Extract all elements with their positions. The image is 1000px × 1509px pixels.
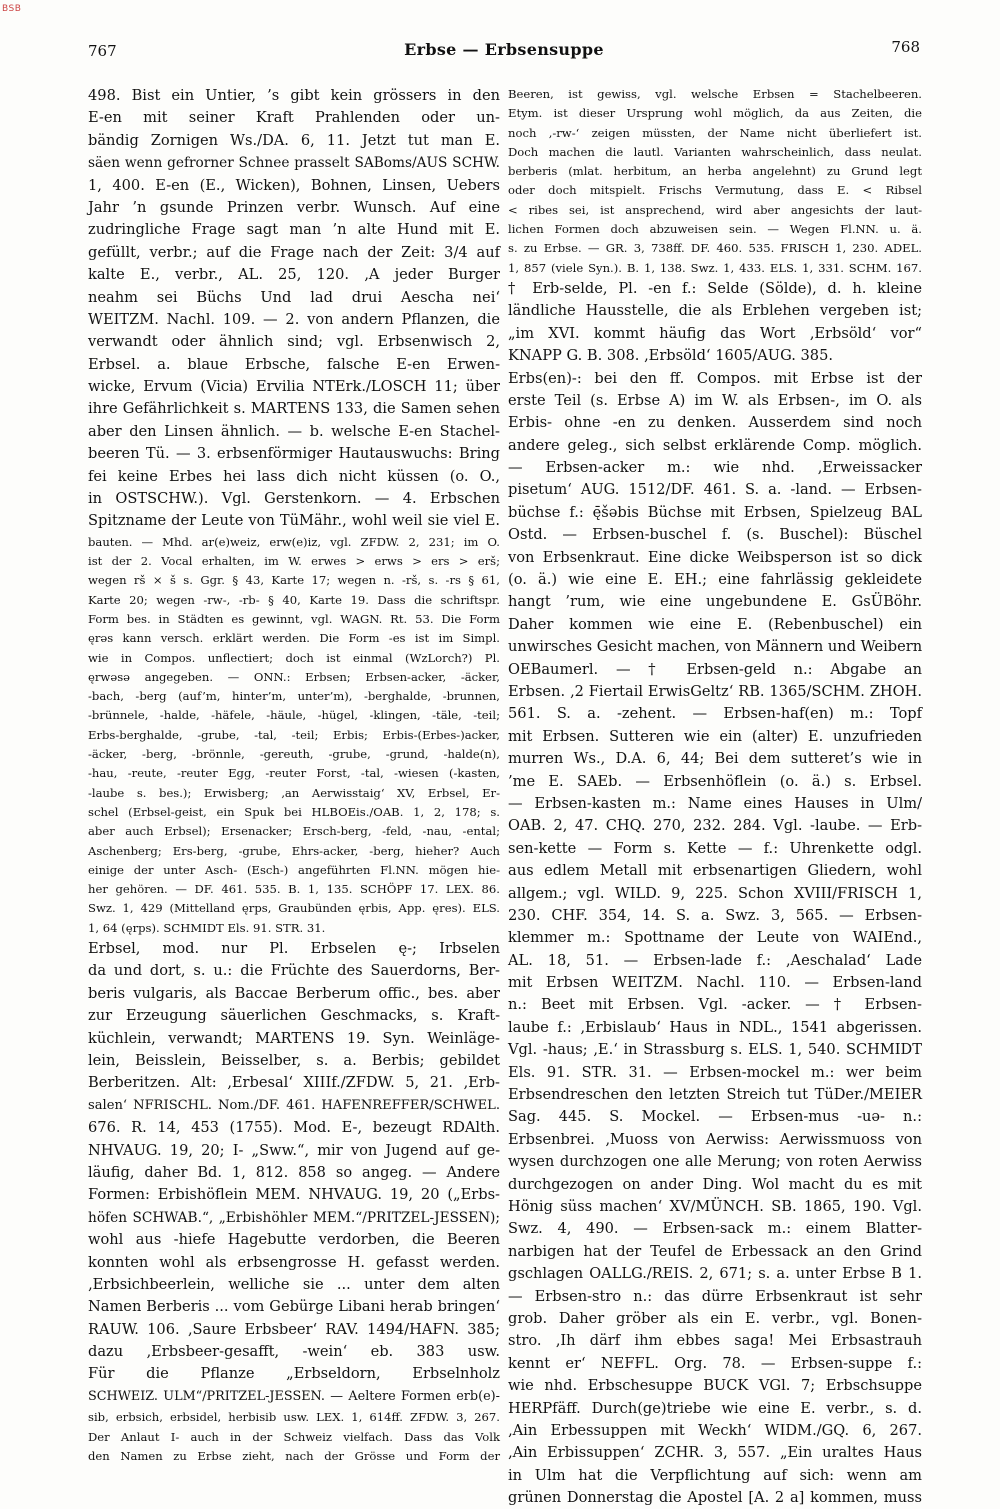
right-column-line: Vgl. -haus; ‚E.‘ in Strassburg s. ELS. 1, 540. SCHMIDT [508,1041,922,1059]
right-column-line: mit Erbsen WEITZM. Nachl. 110. — Erbsen-land [508,974,922,992]
left-column-line: einige der unter Asch- (Esch-) angeführten Fl.NN. mögen hie- [88,862,500,877]
running-title: Erbse — Erbsensuppe [404,40,604,59]
right-column-line: aus edlem Metall mit erbsenartigen Gliedern, wohl [508,862,922,880]
left-column-line: schel (Erbsel-geist, ein Spuk bei HLBOEis./OAB. 1, 2, 178; s. [88,804,500,819]
right-column-line: ländliche Hausstelle, die als Erblehen vergeben ist; [508,302,922,320]
left-column-line: 1, 64 (ęrps). SCHMIDT Els. 91. STR. 31. [88,920,326,935]
right-column-line: Hönig süss machen‘ XV/MÜNCH. SB. 1865, 190. Vgl. [508,1197,922,1215]
left-column-line: Formen: Erbishöflein MEM. NHVAUG. 19, 20 („Erbs- [88,1186,500,1204]
left-column-line: Für die Pflanze „Erbseldorn, Erbselnholz [88,1365,500,1383]
right-column-line: — Erbsen-stro n.: das dürre Erbsenkraut ist sehr [508,1287,922,1305]
right-column-line: Erbsendreschen den letzten Streich tut TüDer./MEIER [508,1086,922,1104]
left-column-line: 1, 400. E-en (E., Wicken), Bohnen, Linsen, Uebers [88,176,500,194]
right-column-line: Erbsenbrei. ‚Muoss von Aerwiss: Aerwissmuoss von [508,1130,922,1148]
right-column-line: lichen Formen doch abzuweisen sein. — Wegen Fl.NN. u. ä. [508,222,922,237]
right-column-line: sen-kette — Form s. Kette — f.: Uhrenkette odgl. [508,839,922,857]
left-column-line: Swz. 1, 429 (Mittelland ęrps, Graubünden ęrbis, App. ęres). ELS. [88,901,500,916]
right-column-line: murren Ws., D.A. 6, 44; Bei dem sutteret’s wie in [508,750,922,768]
left-column-line: Aschenberg; Ers-berg, -grube, Ehrs-acker, -berg, hieher? Auch [88,843,500,858]
left-column-line: beris vulgaris, als Baccae Berberum offic., bes. aber [88,984,500,1002]
right-column-line: oder doch mitspielt. Frischs Vermutung, dass E. < Ribsel [508,183,922,198]
right-column-line: von Erbsenkraut. Eine dicke Weibsperson ist so dick [508,548,922,566]
right-column-line: klemmer m.: Spottname der Leute von WAIEnd., [508,929,922,947]
right-column-line: durchgezogen on ander Ding. Wol macht du es mit [508,1175,922,1193]
right-column-line: n.: Beet mit Erbsen. Vgl. -acker. — † Erbsen- [508,996,922,1014]
left-column-line: Spitzname der Leute von TüMähr., wohl weil sie viel E. [88,512,500,530]
left-column-line: zur Erzeugung säuerlichen Geschmacks, s. Kraft- [88,1007,500,1025]
right-column-line: büchse f.: ę̄šəbis Büchse mit Erbsen, Spielzeug BAL [508,503,922,521]
right-column-line: KNAPP G. B. 308. ‚Erbsöld‘ 1605/AUG. 385. [508,347,834,365]
left-column-line: her gehören. — DF. 461. 535. B. 1, 135. SCHÖPF 17. LEX. 86. [88,882,500,897]
right-column-line: hangt ’rum, wie eine ungebundene E. GsÜBöhr. [508,593,922,611]
right-column-line: Doch machen die lautl. Varianten wahrscheinlich, dass neulat. [508,144,922,159]
right-column-line: „im XVI. kommt häufig das Wort ‚Erbsöld‘ vor“ [508,324,922,342]
right-column-line: andere geleg., sich selbst erklärende Comp. möglich. [508,436,922,454]
left-column-line: Namen Berberis ... vom Gebürge Libani herab bringen‘ [88,1298,500,1316]
left-column-line: wegen rš × š s. Ggr. § 43, Karte 17; wegen n. -rš, s. -rs § 61, [88,573,500,588]
right-column-line: erste Teil (s. Erbse A) im W. als Erbsen-, im O. als [508,391,922,409]
left-column-line: Erbsel. a. blaue Erbsche, falsche E-en Erwen- [88,355,500,373]
left-column-line: WEITZM. Nachl. 109. — 2. von andern Pflanzen, die [88,310,500,328]
left-column-line: wicke, Ervum (Vicia) Ervilia NTErk./LOSCH 11; über [88,378,500,396]
left-column-line: sib, erbsich, erbsidel, herbisib usw. LEX. 1, 614ff. ZFDW. 3, 267. [88,1410,500,1425]
right-column-line: Erbsen. ‚2 Fiertail ErwisGeltz‘ RB. 1365/SCHM. ZHOH. [508,683,922,700]
left-column-line: 498. Bist ein Untier, ’s gibt kein grössers in den [88,87,500,104]
right-column-line: unwirsches Gesicht machen, von Männern und Weibern [508,638,923,656]
right-column-line: ‚Ain Erbissuppen‘ ZCHR. 3, 557. „Ein uraltes Haus [508,1444,922,1462]
right-column-line: kennt er‘ NEFFL. Org. 78. — Erbsen-suppe f.: [508,1354,922,1372]
left-column-line: Erbs-berghalde, -grube, -tal, -teil; Erbis; Erbis-(Erbes-)acker, [88,727,500,742]
left-column-line: in OSTSCHW.). Vgl. Gerstenkorn. — 4. Erbschen [88,490,500,508]
left-column-line: den Namen zu Erbse zieht, nach der Grösse und Form der [88,1448,500,1463]
left-column-line: salen‘ NFRISCHL. Nom./DF. 461. HAFENREFFER/SCHWEL. [88,1097,500,1113]
left-column-line: küchlein, verwandt; MARTENS 19. Syn. Weinläge- [88,1029,500,1047]
right-column-line: ‚Ain Erbessuppen mit Weckh‘ WIDM./GQ. 6, 267. [508,1421,922,1439]
right-column-line: Daher kommen wie eine E. (Rebenbuschel) ein [508,615,922,633]
left-column-line: konnten wohl als erbsengrosse H. gefasst werden. [88,1253,500,1271]
library-stamp: BSB [2,4,22,14]
left-column-line: Form bes. in Städten es gewinnt, vgl. WAGN. Rt. 53. Die Form [88,612,500,626]
left-column-line: 676. R. 14, 453 (1755). Mod. E-, bezeugt RDAlth. [88,1119,500,1137]
left-column-line: RAUW. 106. ‚Saure Erbsbeer‘ RAV. 1494/HAFN. 385; [88,1320,500,1338]
left-column-line: Erbsel, mod. nur Pl. Erbselen ę-; Irbselen [88,940,500,958]
right-column-line: mit Erbsen. Sutteren wie ein (alter) E. unzufrieden [508,727,922,745]
left-column-line: NHVAUG. 19, 20; I- „Sww.“, mir von Jugend auf ge- [88,1141,500,1159]
left-column-line: -äcker, -berg, -brönnle, -gereuth, -grube, -grund, -halde(n), [88,747,500,762]
right-column-line: grob. Daher gröber als ein E. verbr., vgl. Bonen- [508,1309,922,1327]
right-column-line: Etym. ist dieser Ursprung wohl möglich, da aus Zeiten, die [508,106,922,121]
left-column-line: fei keine Erbes hei lass dich nicht küssen (o. O., [88,467,500,485]
left-column-line: bauten. — Mhd. ar(e)weiz, erw(e)iz, vgl. ZFDW. 2, 231; im O. [88,534,500,549]
right-column-line: — Erbsen-kasten m.: Name eines Hauses in Ulm/ [508,794,922,812]
left-column-line: ęrwəsə angegeben. — ONN.: Erbsen; Erbsen-acker, -äcker, [88,669,500,684]
left-column-line: lein, Beisslein, Beisselber, s. a. Berbis; gebildet [88,1052,500,1069]
left-column-line: verwandt oder ähnlich sind; vgl. Erbsenwisch 2, [88,333,500,351]
left-column-line: SCHWEIZ. ULM“/PRITZEL-JESSEN. — Aeltere Formen erb(e)- [88,1388,500,1404]
left-column-line: -laube s. bes.); Erwisberg; ‚an Aerwisstaig‘ XV, Erbsel, Er- [88,785,500,800]
left-column-line: ist der 2. Vocal erhalten, im W. erwes > erws > ers > erš; [88,554,500,569]
right-column-line: Erbis- ohne -en zu denken. Ausserdem sind noch [508,414,922,432]
left-column-line: wie in Compos. unflectiert; doch ist einmal (WzLorch?) Pl. [88,650,500,665]
left-column-line: ęrəs kann versch. erklärt werden. Die Form -es ist im Simpl. [88,631,500,646]
right-column-line: berberis (mlat. herbitum, an herba angelehnt) zu Grund legt [508,164,922,179]
right-column-line: pisetum‘ AUG. 1512/DF. 461. S. a. -land. — Erbsen- [508,481,922,499]
left-column-line: bändig Zornigen Ws./DA. 6, 11. Jetzt tut man E. [88,131,500,149]
right-column-line: Sag. 445. S. Mockel. — Erbsen-mus -uə- n.: [508,1108,922,1126]
left-column-line: ihre Gefährlichkeit s. MARTENS 133, die Samen sehen [88,400,500,418]
page-number-right: 768 [891,38,920,56]
right-column-line: OAB. 2, 47. CHQ. 270, 232. 284. Vgl. -laube. — Erb- [508,817,922,835]
left-column-line: ‚Erbsichbeerlein, welliche sie ... unter dem alten [88,1275,500,1293]
left-column-line: Karte 20; wegen -rw-, -rb- § 40, Karte 19. Dass die schriftspr. [88,592,500,607]
right-column-line: AL. 18, 51. — Erbsen-lade f.: ‚Aeschalad‘ Lade [508,951,922,969]
left-column-line: da und dort, s. u.: die Früchte des Sauerdorns, Ber- [88,962,500,980]
right-column-line: † Erb-selde, Pl. -en f.: Selde (Sölde), d. h. kleine [508,279,922,297]
left-column-line: zudringliche Frage sagt man ’n alte Hund mit E. [88,221,500,239]
right-column-line: HERPfäff. Durch(ge)triebe wie eine E. verbr., s. d. [508,1399,922,1417]
right-column-line: (o. ä.) wie eine E. EH.; eine fahrlässig gekleidete [508,571,922,589]
page-number-left: 767 [88,42,117,60]
right-column-line: Els. 91. STR. 31. — Erbsen-mockel m.: wer beim [508,1063,922,1081]
left-column-line: kalte E., verbr., AL. 25, 120. ‚A jeder Burger [88,266,500,284]
left-column-line: dazu ‚Erbsbeer-gesafft, -wein‘ eb. 383 usw. [88,1343,500,1361]
left-column-line: Der Anlaut I- auch in der Schweiz vielfach. Dass das Volk [88,1429,500,1444]
right-column-line: noch ‚-rw-‘ zeigen müssten, der Name nicht überliefert ist. [508,125,922,140]
left-column-line: Jahr ’n gsunde Prinzen verbr. Wunsch. Auf eine [88,198,500,216]
left-column-line: E-en mit seiner Kraft Prahlenden oder un- [88,109,500,127]
left-column-line: beeren Tü. — 3. erbsenförmiger Hautauswuchs: Bring [88,445,500,463]
right-column-line: Beeren, ist gewiss, vgl. welsche Erbsen = Stachelbeeren. [508,87,922,101]
right-column-line: 561. S. a. -zehent. — Erbsen-haf(en) m.: Topf [508,705,922,723]
right-column-line: Swz. 4, 490. — Erbsen-sack m.: einem Blatter- [508,1220,922,1238]
right-column-line: 230. CHF. 354, 14. S. a. Swz. 3, 565. — Erbsen- [508,906,922,924]
right-column-line: gschlagen OALLG./REIS. 2, 671; s. a. unter Erbse B 1. [508,1265,922,1283]
right-column-line: OEBaumerl. — † Erbsen-geld n.: Abgabe an [508,660,922,678]
left-column-line: aber auch Erbsel); Ersenacker; Ersch-berg, -feld, -nau, -ental; [88,824,500,839]
left-column-line: -bach, -berg (auf’m, hinter’m, unter’m), -berghalde, -brunnen, [88,689,500,704]
right-column-line: stro. ‚Ih därf ihm ebbes saga! Mei Erbsastrauh [508,1332,922,1350]
right-column-line: in Ulm hat die Verpflichtung auf sich: wenn am [508,1466,922,1484]
page-header [88,38,920,66]
left-column-line: neahm sei Büchs Und lad drui Aescha nei‘ [88,288,500,306]
right-column-line: narbigen hat der Teufel de Erbessack an den Grind [508,1242,922,1260]
right-column-line: 1, 857 (viele Syn.). B. 1, 138. Swz. 1, 433. ELS. 1, 331. SCHM. 167. [508,260,922,275]
right-column-line: — Erbsen-acker m.: wie nhd. ‚Erweissacker [508,459,922,477]
left-column-line: höfen SCHWAB.“, „Erbishöhler MEM.“/PRITZEL-JESSEN); [88,1209,500,1226]
left-column-line: säen wenn gefrorner Schnee prasselt SABoms/AUS SCHW. [88,155,500,172]
right-column [508,85,923,1507]
right-column-line: Erbs(en)-: bei den ff. Compos. mit Erbse ist der [508,369,922,387]
left-column-line: gefüllt, verbr.; auf die Frage nach der Zeit: 3/4 auf [88,243,500,261]
right-column-line: s. zu Erbse. — GR. 3, 738ff. DF. 460. 535. FRISCH 1, 230. ADEL. [508,241,922,256]
right-column-line: ’me E. SAEb. — Erbsenhöflein (o. ä.) s. Erbsel. [508,772,922,790]
left-column-line: Berberitzen. Alt: ‚Erbesal‘ XIIIf./ZFDW. 5, 21. ‚Erb- [88,1074,500,1092]
right-column-line: grünen Donnerstag die Apostel [A. 2 a] kommen, muss [508,1489,922,1507]
left-column-line: aber den Linsen ähnlich. — b. welsche E-en Stachel- [88,422,500,440]
left-column-line: -hau, -reute, -reuter Egg, -reuter Forst, -tal, -wiesen (-kasten, [88,766,500,781]
left-column-line: läufig, daher Bd. 1, 812. 858 so angeg. — Andere [88,1163,500,1181]
right-column-line: < ribes sei, ist ansprechend, wird aber angesichts der laut- [508,202,922,217]
left-column-line: wohl aus -hiefe Hagebutte verdorben, die Beeren [88,1231,500,1249]
right-column-line: wysen durchzogen one alle Merung; von roten Aerwiss [508,1153,922,1171]
left-column [88,85,500,1463]
right-column-line: laube f.: ‚Erbislaub‘ Haus in NDL., 1541 abgerissen. [508,1018,922,1036]
right-column-line: Ostd. — Erbsen-buschel f. (s. Buschel): Büschel [508,526,922,544]
left-column-line: -brünnele, -halde, -häfele, -häule, -hügel, -klingen, -täle, -teil; [88,708,500,723]
right-column-line: wie nhd. Erbschesuppe BUCK VGl. 7; Erbschsuppe [508,1377,922,1395]
right-column-line: allgem.; vgl. WILD. 9, 225. Schon XVIII/FRISCH 1, [508,884,922,902]
